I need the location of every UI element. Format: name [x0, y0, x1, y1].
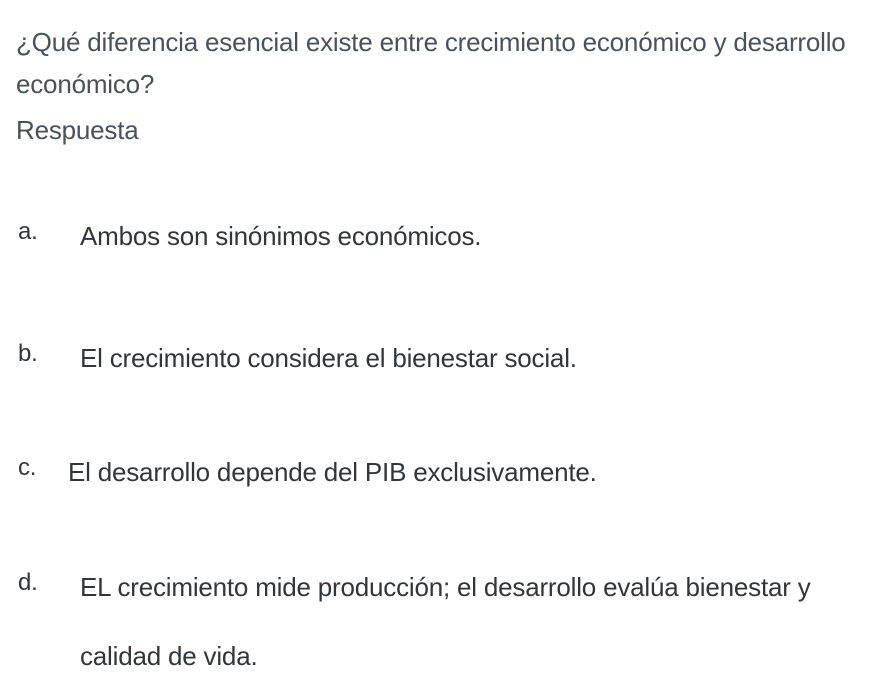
option-letter: d. — [18, 569, 38, 596]
answer-option-d[interactable] — [18, 569, 850, 691]
option-text: EL crecimiento mide producción; el desarrollo evalúa bienestar y calidad de vida. — [80, 572, 811, 671]
option-text: El crecimiento considera el bienestar social. — [80, 343, 577, 373]
option-letter: b. — [18, 340, 38, 367]
answer-section-label: Respuesta — [16, 115, 139, 145]
answer-option-a[interactable] — [18, 218, 850, 271]
option-text: Ambos son sinónimos económicos. — [80, 221, 482, 251]
question-text: ¿Qué diferencia esencial existe entre crecimiento económico y desarrollo económico? — [16, 27, 846, 99]
option-text: El desarrollo depende del PIB exclusivamente. — [68, 457, 597, 487]
option-letter: a. — [18, 218, 38, 245]
answer-option-b[interactable] — [18, 340, 850, 393]
answer-option-c[interactable] — [18, 454, 850, 507]
option-letter: c. — [18, 454, 37, 481]
